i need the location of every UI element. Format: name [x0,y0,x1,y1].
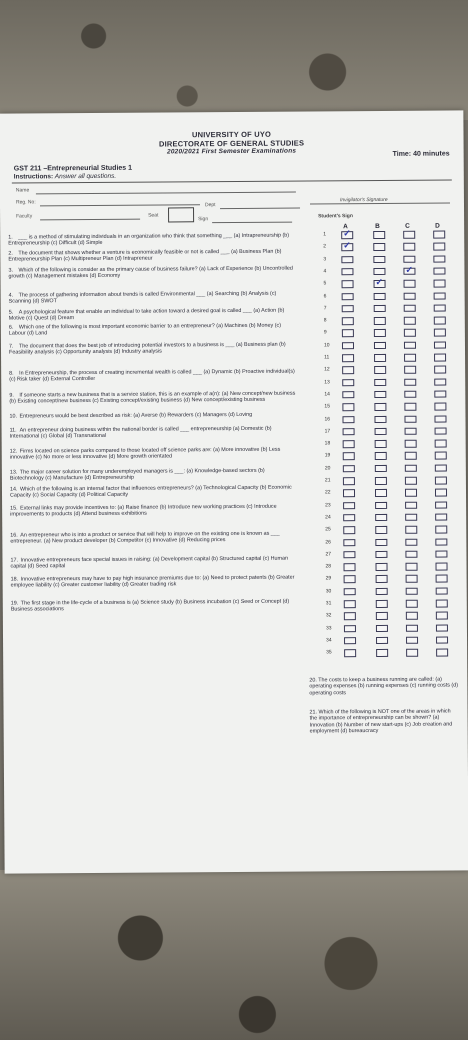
answer-bubble-33-c[interactable] [406,624,418,632]
instructions: Instructions: Answer all questions. [13,172,117,181]
answer-bubble-3-a[interactable] [341,256,353,264]
answer-bubble-3-b[interactable] [373,256,385,264]
answer-bubble-7-c[interactable] [404,305,416,313]
answer-bubble-26-d[interactable] [435,538,447,546]
answer-bubble-25-d[interactable] [435,526,447,534]
answer-bubble-7-d[interactable] [434,304,446,312]
answer-bubble-32-a[interactable] [344,612,356,620]
answer-bubble-2-d[interactable] [433,243,445,251]
row-number: 8 [323,317,327,324]
answer-bubble-30-a[interactable] [344,588,356,596]
answer-bubble-10-c[interactable] [404,341,416,349]
answer-bubble-5-b[interactable] [374,280,386,288]
name-label: Name [15,187,30,194]
row-number: 6 [323,292,327,299]
question-6: 6. Which one of the following is most important economic barrier to an entrepreneur? (a) Machines (b) Money (c) Labour (d) Land [8,322,282,337]
row-number: 24 [325,514,331,521]
answer-bubble-16-d[interactable] [434,415,446,423]
answer-bubble-26-c[interactable] [405,538,417,546]
answer-bubble-19-a[interactable] [343,453,355,461]
answer-bubble-15-a[interactable] [342,403,354,411]
answer-bubble-11-b[interactable] [374,354,386,362]
question-15: 15. External links may provide incentives to: (a) Raise finance (b) Introduce new working practices (c) Introduce improvements to products (d) Attend business exhibitions [10,503,277,518]
answer-bubble-14-a[interactable] [342,391,354,399]
question-16: 16. An entrepreneur who is into a product or service that will help to improve on the existing one is known as ___ entrepreneur. (a) New product developer (b) Competitor (c) Innovative (d) Reducing prices [10,530,280,545]
answer-bubble-17-c[interactable] [405,428,417,436]
row-number: 1 [323,231,327,238]
row-number: 3 [323,255,327,262]
invigilator-signature-label: Invigilator's Signature [339,196,388,204]
answer-bubble-8-a[interactable] [342,317,354,325]
answer-bubble-12-b[interactable] [374,366,386,374]
answer-bubble-6-b[interactable] [374,292,386,300]
answer-bubble-26-a[interactable] [343,539,355,547]
answer-bubble-30-d[interactable] [436,587,448,595]
question-11: 11. An entrepreneur doing business within the national border is called ___ entrepreneurship (a) Domestic (b) International (c) Global (d) Transnational [9,425,272,440]
answer-bubble-6-d[interactable] [434,292,446,300]
row-number: 31 [325,600,332,607]
question-4: 4. The process of gathering information about trends is called Environmental ___ (a) Searching (b) Analysis (c) Scanning (d) SWOT [8,290,277,305]
answer-bubble-22-c[interactable] [405,489,417,497]
answer-bubble-23-d[interactable] [435,501,447,509]
row-number: 16 [324,415,331,422]
background-top [0,0,468,120]
answer-bubble-2-a[interactable] [341,243,353,251]
column-header-a: A [343,223,348,231]
answer-bubble-19-c[interactable] [405,452,417,460]
question-5: 5. A psychological feature that enable an individual to take action toward a desired goal is called ___ (a) Action (b) Motive (c) Quest (d) Dream [8,307,285,322]
answer-bubble-33-b[interactable] [376,625,388,633]
answer-bubble-25-c[interactable] [405,526,417,534]
question-19: 19. The first stage in the life-cycle of a business is (a) Science study (b) Business incubation (c) Seed or Concept (d) Business associations [10,598,290,613]
answer-bubble-34-b[interactable] [376,637,388,645]
exam-time: Time: 40 minutes [392,150,450,158]
dept-field[interactable] [220,208,300,210]
answer-bubble-24-d[interactable] [435,513,447,521]
question-3: 3. Which of the following is consider as the primary cause of business failure? (a) Lack of Experience (b) Uncontrolled growth (c) Management mistakes (d) Economy [8,265,293,280]
answer-bubble-10-a[interactable] [342,342,354,350]
row-number: 11 [324,354,330,361]
answer-bubble-15-d[interactable] [434,403,446,411]
row-number: 28 [325,563,332,570]
answer-bubble-13-b[interactable] [374,379,386,387]
answer-bubble-27-a[interactable] [343,551,355,559]
row-number: 19 [324,452,331,459]
reg-field[interactable] [40,204,200,206]
answer-bubble-3-d[interactable] [433,255,445,263]
answer-bubble-27-d[interactable] [435,550,447,558]
row-number: 12 [324,366,330,373]
answer-bubble-17-d[interactable] [435,427,447,435]
answer-bubble-10-b[interactable] [374,342,386,350]
answer-bubble-32-b[interactable] [376,612,388,620]
answer-bubble-18-c[interactable] [405,440,417,448]
answer-bubble-16-a[interactable] [342,416,354,424]
question-9: 9. If someone starts a new business that is a service station, this is an example of a(n): (a) New concept/new business (b) Existing concept/new business (c) Existing concept/existing business (d) New concept/existing business [9,390,296,405]
directorate-title: DIRECTORATE OF GENERAL STUDIES [158,138,305,149]
question-7: 7. The document that does the best job of introducing potential investors to a business is ___ (a) Business plan (b) Feasibility analysis (c) Opportunity analysis (d) Industry analysis [8,341,286,356]
answer-bubble-9-a[interactable] [342,330,354,338]
question-1: 1. ___ is a method of stimulating individuals in an organization who think that something ___ (a) Intrapreneurship (b) Entrepreneurship (c) Difficult (d) Simple [8,232,290,247]
answer-bubble-16-b[interactable] [374,415,386,423]
question-14: 14. Which of the following is an internal factor that influences entrepreneurs? (a) Technological Capacity (b) Economic Capacity (c) Social Capacity (d) Political Capacity [9,484,292,499]
answer-bubble-32-d[interactable] [436,612,448,620]
question-20: 20. The costs to keep a business running are called: (a) operating expenses (b) running expenses (c) running costs (d) operating costs [309,676,459,697]
answer-bubble-21-c[interactable] [405,477,417,485]
row-number: 20 [324,465,331,472]
answer-bubble-23-c[interactable] [405,501,417,509]
student-sign-label: Student's Sign [318,213,353,220]
answer-bubble-30-b[interactable] [376,588,388,596]
invigilator-signature-field[interactable] [310,202,450,204]
column-header-d: D [435,222,440,230]
answer-bubble-34-a[interactable] [344,637,356,645]
answer-bubble-23-a[interactable] [343,502,355,510]
row-number: 15 [324,403,330,410]
answer-bubble-4-d[interactable] [433,267,445,275]
answer-bubble-5-a[interactable] [342,280,354,288]
answer-bubble-20-b[interactable] [375,465,387,473]
answer-bubble-1-d[interactable] [433,231,445,239]
answer-bubble-24-a[interactable] [343,514,355,522]
answer-bubble-14-c[interactable] [404,391,416,399]
answer-bubble-15-c[interactable] [404,403,416,411]
answer-bubble-15-b[interactable] [374,403,386,411]
answer-bubble-35-b[interactable] [376,649,388,657]
answer-bubble-33-d[interactable] [436,624,448,632]
column-header-c: C [405,222,410,230]
answer-bubble-8-c[interactable] [404,317,416,325]
answer-bubble-31-b[interactable] [376,600,388,608]
answer-bubble-28-c[interactable] [405,563,417,571]
seat-box[interactable] [168,207,194,222]
answer-bubble-20-a[interactable] [343,465,355,473]
answer-bubble-25-a[interactable] [343,526,355,534]
exam-paper [0,110,468,873]
answer-bubble-10-d[interactable] [434,341,446,349]
answer-bubble-12-d[interactable] [434,366,446,374]
answer-bubble-20-d[interactable] [435,464,447,472]
reg-label: Reg. No: [15,199,36,206]
row-number: 13 [324,378,330,385]
answer-bubble-1-c[interactable] [403,231,415,239]
answer-bubble-32-c[interactable] [406,612,418,620]
answer-bubble-17-a[interactable] [343,428,355,436]
question-13: 13. The major career solution for many underemployed managers is ___: (a) Knowledge-based sectors (b) Biotechnology (c) Manufacture (d) Entrepreneurship [9,467,265,482]
answer-bubble-4-b[interactable] [373,268,385,276]
answer-bubble-18-a[interactable] [343,440,355,448]
row-number: 21 [324,477,331,484]
answer-bubble-30-c[interactable] [406,587,418,595]
answer-bubble-21-d[interactable] [435,477,447,485]
row-number: 17 [324,428,331,435]
answer-bubble-31-d[interactable] [436,600,448,608]
row-number: 34 [326,637,332,644]
question-17: 17. Innovative entrepreneurs face special issues in raising: (a) Development capital (b) Structured capital (c) Human capital (d) Seed capital [10,555,289,570]
row-number: 27 [325,551,332,558]
answer-bubble-4-c[interactable] [403,268,415,276]
answer-bubble-9-b[interactable] [374,329,386,337]
answer-bubble-18-d[interactable] [435,440,447,448]
answer-bubble-22-a[interactable] [343,489,355,497]
answer-bubble-14-d[interactable] [434,390,446,398]
answer-bubble-21-b[interactable] [375,477,387,485]
session-title: 2020/2021 First Semester Examinations [167,147,297,156]
answer-bubble-29-d[interactable] [436,575,448,583]
answer-bubble-21-a[interactable] [343,477,355,485]
answer-bubble-5-d[interactable] [434,280,446,288]
question-18: 18. Innovative entrepreneurs may have to pay high insurance premiums due to: (a) Need to protect patents (b) Greater employee liability (c) Greater customer liability (d) Greater trading risk [10,574,295,589]
row-number: 26 [325,538,331,545]
sign-label: Sign [198,216,209,223]
question-2: 2. The document that shows whether a venture is economically feasible or not is called ___ (a) Business Plan (b) Entrepreneurship Plan (c) Multipreneur Plan (d) Intrapreneur [8,248,282,263]
answer-bubble-13-c[interactable] [404,378,416,386]
answer-bubble-9-d[interactable] [434,329,446,337]
row-number: 9 [323,329,327,336]
answer-bubble-2-c[interactable] [403,243,415,251]
answer-bubble-19-d[interactable] [435,452,447,460]
answer-bubble-29-a[interactable] [344,576,356,584]
university-title: UNIVERSITY OF UYO [191,129,272,140]
answer-bubble-8-b[interactable] [374,317,386,325]
answer-bubble-7-b[interactable] [374,305,386,313]
dept-label: Dept [204,202,216,209]
answer-bubble-6-a[interactable] [342,293,354,301]
answer-bubble-12-c[interactable] [404,366,416,374]
answer-bubble-13-a[interactable] [342,379,354,387]
row-number: 23 [325,501,331,508]
row-number: 18 [324,440,331,447]
row-number: 5 [323,280,327,287]
answer-bubble-20-c[interactable] [405,464,417,472]
answer-bubble-35-c[interactable] [406,649,418,657]
answer-bubble-13-d[interactable] [434,378,446,386]
answer-bubble-29-c[interactable] [406,575,418,583]
row-number: 4 [323,268,327,275]
row-number: 10 [323,342,330,349]
question-12: 12. Firms located on science parks compared to those located off science parks are: (a) More innovative (b) Less innovative (c) No more or less innovative (d) More growth orientated [9,446,281,461]
name-field[interactable] [36,192,296,195]
answer-bubble-18-b[interactable] [375,440,387,448]
answer-bubble-35-a[interactable] [344,649,356,657]
answer-bubble-14-b[interactable] [374,391,386,399]
seat-label: Seat [148,212,159,219]
answer-bubble-28-a[interactable] [344,563,356,571]
answer-bubble-12-a[interactable] [342,366,354,374]
answer-bubble-31-a[interactable] [344,600,356,608]
answer-bubble-23-b[interactable] [375,502,387,510]
background-bottom [0,870,468,1040]
answer-bubble-25-b[interactable] [375,526,387,534]
answer-bubble-11-a[interactable] [342,354,354,362]
answer-bubble-8-d[interactable] [434,317,446,325]
answer-bubble-5-c[interactable] [404,280,416,288]
answer-bubble-11-d[interactable] [434,354,446,362]
answer-bubble-27-c[interactable] [405,551,417,559]
answer-bubble-6-c[interactable] [404,292,416,300]
row-number: 32 [325,612,332,619]
row-number: 29 [325,575,332,582]
answer-bubble-1-a[interactable] [341,231,353,239]
answer-bubble-34-d[interactable] [436,636,448,644]
answer-bubble-24-b[interactable] [375,514,387,522]
answer-bubble-16-c[interactable] [404,415,416,423]
answer-bubble-31-c[interactable] [406,600,418,608]
answer-bubble-3-c[interactable] [403,255,415,263]
answer-bubble-17-b[interactable] [375,428,387,436]
course-title: GST 211 –Entrepreneurial Studies 1 [13,164,133,173]
row-number: 22 [324,489,331,496]
answer-bubble-22-b[interactable] [375,489,387,497]
row-number: 25 [325,526,331,533]
answer-bubble-35-d[interactable] [436,649,448,657]
answer-bubble-1-b[interactable] [373,231,385,239]
answer-bubble-28-d[interactable] [435,563,447,571]
question-8: 8. In Entrepreneurship, the process of creating incremental wealth is called ___ (a) Dynamic (b) Proactive individual(s) (c) Risk taker (d) External Controller [9,368,295,383]
answer-bubble-11-c[interactable] [404,354,416,362]
row-number: 33 [325,624,332,631]
answer-bubble-24-c[interactable] [405,514,417,522]
answer-bubble-4-a[interactable] [341,268,353,276]
row-number: 14 [324,391,330,398]
column-header-b: B [375,222,380,231]
question-10: 10. Entrepreneurs would be best described as risk: (a) Averse (b) Rewarders (c) Managers (d) Loving [9,411,253,420]
answer-bubble-28-b[interactable] [375,563,387,571]
row-number: 35 [326,649,332,656]
answer-bubble-27-b[interactable] [375,551,387,559]
answer-bubble-22-d[interactable] [435,489,447,497]
answer-bubble-34-c[interactable] [406,637,418,645]
answer-bubble-19-b[interactable] [375,452,387,460]
answer-bubble-7-a[interactable] [342,305,354,313]
row-number: 30 [325,588,332,595]
answer-bubble-26-b[interactable] [375,538,387,546]
answer-bubble-9-c[interactable] [404,329,416,337]
answer-bubble-2-b[interactable] [373,243,385,251]
sign-field[interactable] [212,222,292,224]
question-21: 21. Which of the following is NOT one of the areas in which the importance of entrepreneurship can be shown? (a) Innovation (b) Number of new start-ups (c) Job creation and employment (d) bureaucracy [309,708,453,735]
answer-bubble-29-b[interactable] [376,575,388,583]
faculty-field[interactable] [40,219,140,221]
answer-bubble-33-a[interactable] [344,625,356,633]
row-number: 7 [323,305,327,312]
faculty-label: Faculty [16,213,33,220]
row-number: 2 [323,243,327,250]
